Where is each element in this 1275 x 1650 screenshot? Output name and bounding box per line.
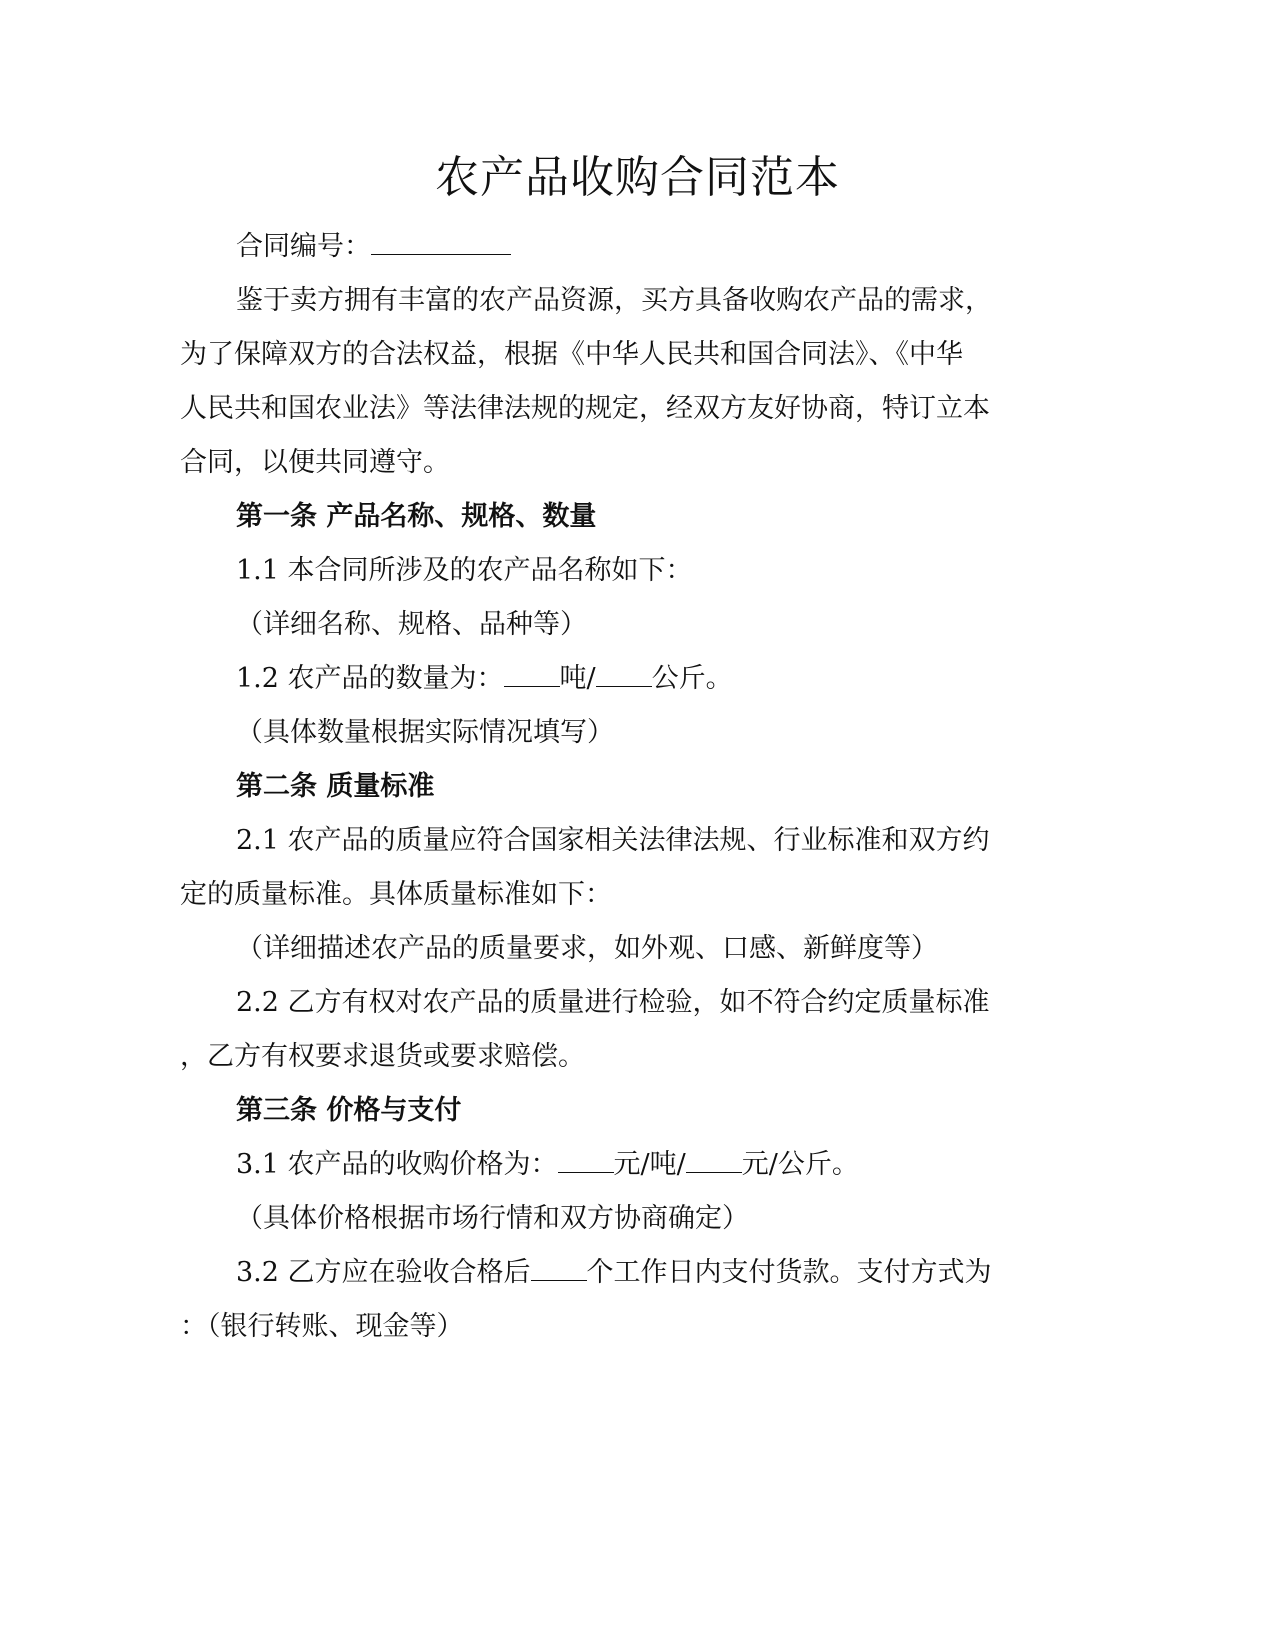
document-title: 农产品收购合同范本: [435, 152, 840, 203]
clause-1-1: 1.1 本合同所涉及的农产品名称如下：: [236, 555, 693, 586]
preamble-line-4: 合同，以便共同遵守。: [180, 447, 450, 478]
clause-3-1-unit-ton: 元/吨/: [613, 1149, 686, 1180]
clause-1-2: [236, 659, 733, 699]
clause-2-1-note: （详细描述农产品的质量要求，如外观、口感、新鲜度等）: [236, 933, 938, 964]
clause-2-1-line-1: 2.1 农产品的质量应符合国家相关法律法规、行业标准和双方约: [236, 825, 990, 856]
clause-1-2-unit-kg: 公斤。: [651, 663, 733, 694]
preamble-line-3: 人民共和国农业法》等法律法规的规定，经双方友好协商，特订立本: [180, 393, 990, 424]
quantity-ton-blank: [504, 660, 560, 687]
clause-1-2-unit-ton: 吨/: [559, 663, 596, 694]
clause-3-1: [236, 1145, 859, 1185]
article-1-heading: 第一条 产品名称、规格、数量: [236, 501, 597, 532]
clause-2-2-line-2: ，乙方有权要求退货或要求赔偿。: [180, 1041, 585, 1072]
clause-3-2-text-suffix: 个工作日内支付货款。支付方式为: [586, 1257, 992, 1288]
clause-2-2-line-1: 2.2 乙方有权对农产品的质量进行检验，如不符合约定质量标准: [236, 987, 990, 1018]
article-2-heading: 第二条 质量标准: [236, 771, 435, 802]
clause-3-1-note: （具体价格根据市场行情和双方协商确定）: [236, 1203, 749, 1234]
quantity-kg-blank: [596, 660, 652, 687]
contract-number-label: 合同编号：: [236, 231, 371, 262]
clause-2-1-line-2: 定的质量标准。具体质量标准如下：: [180, 879, 612, 910]
clause-1-2-text: 1.2 农产品的数量为：: [236, 663, 504, 694]
clause-3-2-text: 3.2 乙方应在验收合格后: [236, 1257, 531, 1288]
clause-3-2-line-2: ：（银行转账、现金等）: [180, 1311, 464, 1342]
clause-3-1-text: 3.1 农产品的收购价格为：: [236, 1149, 558, 1180]
clause-3-1-unit-kg: 元/公斤。: [741, 1149, 859, 1180]
preamble-line-2: 为了保障双方的合法权益，根据《中华人民共和国合同法》、《中华: [180, 339, 963, 370]
clause-3-2-line-1: [236, 1253, 992, 1293]
clause-1-1-note: （详细名称、规格、品种等）: [236, 609, 587, 640]
contract-number-blank: [371, 228, 511, 255]
price-kg-blank: [686, 1146, 742, 1173]
contract-number-line: [236, 227, 511, 267]
clause-1-2-note: （具体数量根据实际情况填写）: [236, 717, 614, 748]
article-3-heading: 第三条 价格与支付: [236, 1095, 462, 1126]
price-ton-blank: [558, 1146, 614, 1173]
preamble-line-1: 鉴于卖方拥有丰富的农产品资源，买方具备收购农产品的需求，: [236, 285, 992, 316]
payment-days-blank: [531, 1254, 587, 1281]
